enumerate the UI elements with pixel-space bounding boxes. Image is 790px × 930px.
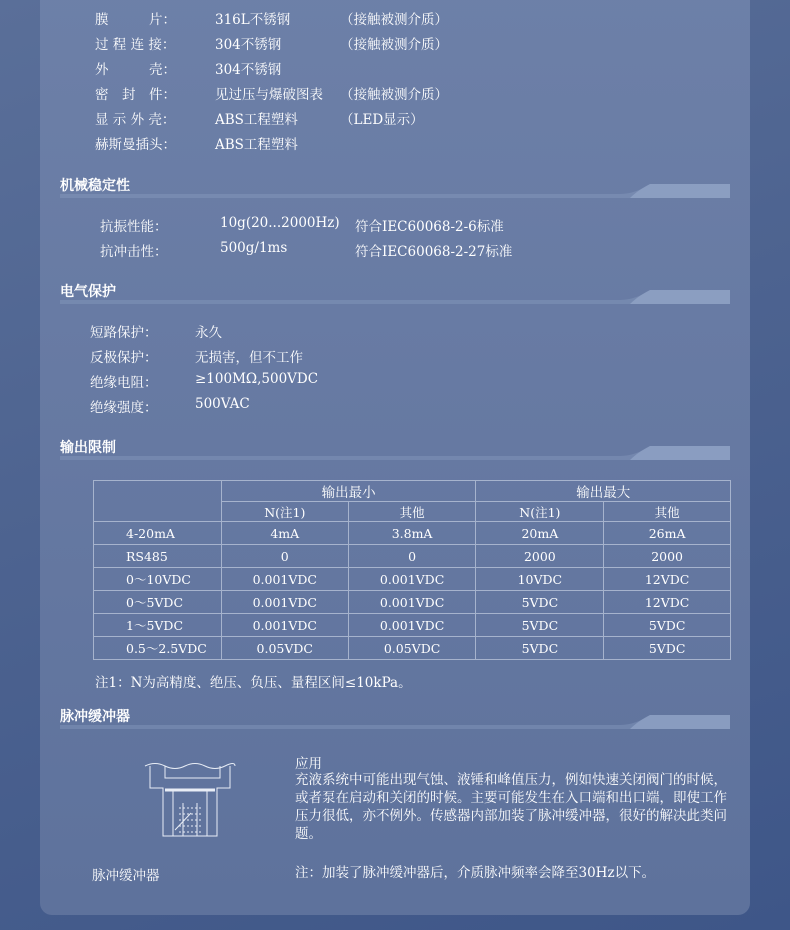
material-value: 见过压与爆破图表: [215, 87, 323, 103]
table-row: [94, 591, 731, 614]
mech-standard: 符合IEC60068-2-6标准: [355, 219, 504, 235]
mech-value: 10g(20...2000Hz): [220, 215, 340, 231]
cell-min-other: 0.001VDC: [348, 614, 476, 637]
material-note: （LED显示）: [340, 112, 424, 128]
cell-min-n: 0.001VDC: [221, 568, 348, 591]
cell-max-n: 20mA: [476, 522, 604, 545]
material-label: 赫斯曼插头：: [95, 137, 176, 153]
cell-max-other: 5VDC: [604, 637, 731, 660]
material-value: 304不锈钢: [215, 37, 282, 53]
section-divider: [60, 288, 730, 304]
cell-min-n: 0.001VDC: [221, 614, 348, 637]
cell-min-other: 3.8mA: [348, 522, 476, 545]
mech-value: 500g/1ms: [220, 240, 288, 256]
elec-value: 永久: [195, 325, 222, 341]
cell-min-n: 4mA: [221, 522, 348, 545]
material-label: 过 程 连 接：: [95, 37, 176, 53]
section-divider: [60, 713, 730, 729]
subheader-n: N(注1): [476, 502, 604, 522]
cell-min-other: 0.05VDC: [348, 637, 476, 660]
mech-standard: 符合IEC60068-2-27标准: [355, 244, 513, 260]
material-note: （接触被测介质）: [340, 37, 448, 53]
subheader-n: N(注1): [221, 502, 348, 522]
elec-label: 绝缘电阻：: [90, 375, 158, 391]
section-title-mechanical: 机械稳定性: [60, 178, 130, 194]
pulse-buffer-diagram: [135, 758, 245, 858]
cell-max-n: 5VDC: [476, 614, 604, 637]
table-row: [94, 522, 731, 545]
mech-label: 抗冲击性：: [100, 244, 168, 260]
row-name: 1～5VDC: [94, 614, 222, 637]
material-note: （接触被测介质）: [340, 12, 448, 28]
mech-label: 抗振性能：: [100, 219, 168, 235]
material-label: 膜 片：: [95, 12, 176, 28]
material-label: 外 壳：: [95, 62, 176, 78]
figure-caption: 脉冲缓冲器: [92, 868, 160, 884]
material-value: ABS工程塑料: [215, 112, 298, 128]
pulse-note: 注：加装了脉冲缓冲器后，介质脉冲频率会降至30Hz以下。: [295, 865, 656, 881]
row-name: 0.5～2.5VDC: [94, 637, 222, 660]
material-note: （接触被测介质）: [340, 87, 448, 103]
application-title: 应用: [295, 756, 322, 772]
table-row: [94, 637, 731, 660]
cell-min-n: 0: [221, 545, 348, 568]
section-title-pulse: 脉冲缓冲器: [60, 709, 130, 725]
section-divider: [60, 444, 730, 460]
cell-min-other: 0.001VDC: [348, 591, 476, 614]
elec-label: 反极保护：: [90, 350, 158, 366]
header-output-max: 输出最大: [476, 481, 731, 502]
section-divider: [60, 182, 730, 198]
output-limit-table: [93, 480, 731, 660]
elec-label: 短路保护：: [90, 325, 158, 341]
subheader-other: 其他: [604, 502, 731, 522]
elec-label: 绝缘强度：: [90, 400, 158, 416]
material-label: 密 封 件：: [95, 87, 176, 103]
row-name: RS485: [94, 545, 222, 568]
cell-max-n: 5VDC: [476, 591, 604, 614]
material-value: ABS工程塑料: [215, 137, 298, 153]
cell-max-other: 26mA: [604, 522, 731, 545]
row-name: 0～10VDC: [94, 568, 222, 591]
section-title-electrical: 电气保护: [60, 284, 116, 300]
section-title-output-limit: 输出限制: [60, 440, 116, 456]
subheader-other: 其他: [348, 502, 476, 522]
material-value: 304不锈钢: [215, 62, 282, 78]
cell-max-other: 12VDC: [604, 591, 731, 614]
cell-max-n: 5VDC: [476, 637, 604, 660]
table-row: [94, 614, 731, 637]
table-row: [94, 545, 731, 568]
table-corner: [94, 481, 222, 522]
cell-max-n: 10VDC: [476, 568, 604, 591]
material-value: 316L不锈钢: [215, 12, 291, 28]
cell-max-other: 5VDC: [604, 614, 731, 637]
table-row: [94, 568, 731, 591]
cell-min-n: 0.05VDC: [221, 637, 348, 660]
elec-value: 500VAC: [195, 396, 250, 412]
application-text: 充液系统中可能出现气蚀、液锤和峰值压力，例如快速关闭阀门的时候，或者泵在启动和关闭的时候。主要可能发生在入口端和出口端，即使工作压力很低，亦不例外。传感器内部加装了脉冲缓冲器，很好的解决此类问题。: [295, 772, 727, 842]
header-output-min: 输出最小: [221, 481, 476, 502]
cell-max-other: 12VDC: [604, 568, 731, 591]
cell-min-other: 0: [348, 545, 476, 568]
cell-min-other: 0.001VDC: [348, 568, 476, 591]
material-label: 显 示 外 壳：: [95, 112, 176, 128]
cell-max-n: 2000: [476, 545, 604, 568]
elec-value: ≥100MΩ,500VDC: [195, 371, 319, 387]
cell-min-n: 0.001VDC: [221, 591, 348, 614]
elec-value: 无损害，但不工作: [195, 350, 303, 366]
table-footnote: 注1：N为高精度、绝压、负压、量程区间≤10kPa。: [95, 675, 412, 691]
cell-max-other: 2000: [604, 545, 731, 568]
row-name: 0～5VDC: [94, 591, 222, 614]
row-name: 4-20mA: [94, 522, 222, 545]
